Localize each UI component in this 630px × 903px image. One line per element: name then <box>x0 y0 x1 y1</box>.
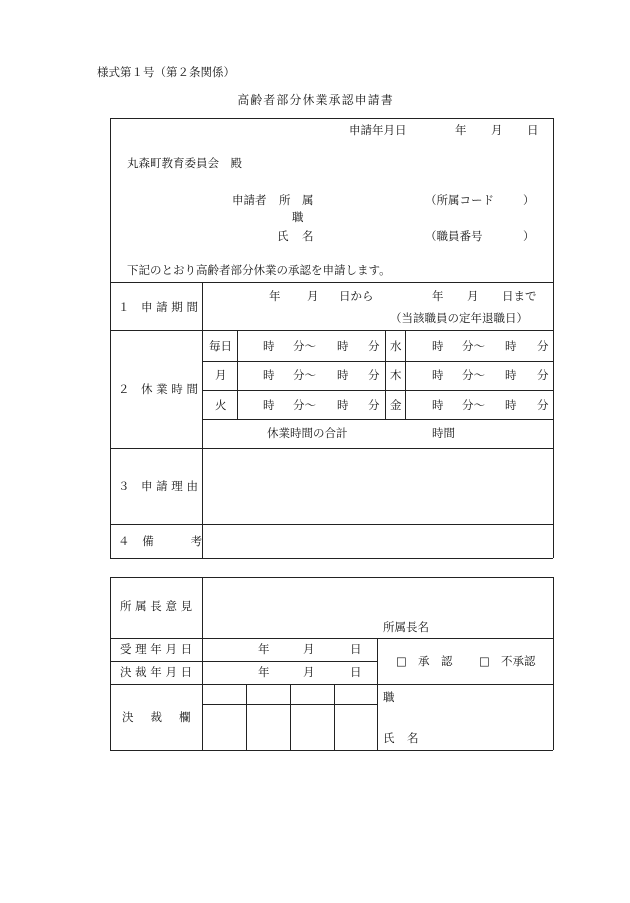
hours-from-minute-unit: 分〜 <box>462 368 485 382</box>
table-line <box>110 577 553 578</box>
supervisor-opinion-label: 所 属 長 意 見 <box>120 599 193 613</box>
application-date-day: 日 <box>527 123 539 137</box>
hours-total-label: 休業時間の合計 <box>267 426 348 440</box>
received-date-label: 受 理 年 月 日 <box>120 642 193 656</box>
hours-from-hour-unit: 時 <box>263 339 275 353</box>
hours-from-minute-unit: 分〜 <box>462 339 485 353</box>
hours-day-left: 火 <box>215 398 227 412</box>
hours-to-hour-unit: 時 <box>505 368 517 382</box>
period-until-year: 年 <box>432 289 444 303</box>
table-line <box>110 638 553 639</box>
decision-date-month: 月 <box>303 665 315 679</box>
reject-label: 不承認 <box>501 654 536 668</box>
hours-to-hour-unit: 時 <box>337 398 349 412</box>
hours-to-minute-unit: 分 <box>368 339 380 353</box>
table-line <box>553 577 554 750</box>
position-label: 職 <box>292 210 304 224</box>
approve-checkbox: □ <box>396 654 407 668</box>
hours-label: ２ 休 業 時 間 <box>118 382 198 396</box>
received-date-day: 日 <box>350 642 362 656</box>
hours-to-minute-unit: 分 <box>368 398 380 412</box>
hours-day-left: 毎日 <box>209 339 232 353</box>
hours-to-hour-unit: 時 <box>337 368 349 382</box>
period-from-month: 月 <box>307 289 319 303</box>
retirement-note: （当該職員の定年退職日） <box>390 311 528 325</box>
hours-from-hour-unit: 時 <box>432 368 444 382</box>
hours-from-minute-unit: 分〜 <box>462 398 485 412</box>
period-label: １ 申 請 期 間 <box>118 300 198 314</box>
application-statement: 下記のとおり高齢者部分休業の承認を申請します。 <box>127 263 391 277</box>
decision-date-day: 日 <box>350 665 362 679</box>
supervisor-name-label: 所属長名 <box>383 620 429 634</box>
hours-from-hour-unit: 時 <box>263 368 275 382</box>
decision-date-year: 年 <box>258 665 270 679</box>
hours-to-hour-unit: 時 <box>505 339 517 353</box>
approver-position-label: 職 <box>383 690 395 704</box>
table-line <box>110 577 111 750</box>
table-line <box>246 684 247 750</box>
hours-day-right: 木 <box>390 368 402 382</box>
table-line <box>110 750 553 751</box>
period-from-day: 日から <box>339 289 374 303</box>
hours-from-hour-unit: 時 <box>432 398 444 412</box>
hours-to-minute-unit: 分 <box>537 339 549 353</box>
application-date-month: 月 <box>491 123 503 137</box>
department-code-close: ） <box>523 193 535 207</box>
reason-label: ３ 申 請 理 由 <box>118 479 198 493</box>
department-code-label: （所属コード <box>425 193 494 207</box>
hours-to-minute-unit: 分 <box>537 398 549 412</box>
hours-from-minute-unit: 分〜 <box>293 368 316 382</box>
addressee: 丸森町教育委員会 殿 <box>127 156 242 170</box>
hours-total-unit: 時間 <box>432 426 455 440</box>
received-date-month: 月 <box>303 642 315 656</box>
hours-to-hour-unit: 時 <box>505 398 517 412</box>
hours-from-hour-unit: 時 <box>263 398 275 412</box>
hours-to-minute-unit: 分 <box>368 368 380 382</box>
decision-column-label: 決 裁 欄 <box>122 710 194 724</box>
table-line <box>110 661 377 662</box>
hours-from-hour-unit: 時 <box>432 339 444 353</box>
applicant-label: 申請者 <box>232 193 267 207</box>
form-title: 高 齢 者 部 分 休 業 承 認 申 請 書 <box>237 93 393 107</box>
hours-from-minute-unit: 分〜 <box>293 398 316 412</box>
hours-day-right: 水 <box>390 339 402 353</box>
approver-name-label: 氏 名 <box>383 731 419 745</box>
approve-label: 承 認 <box>418 654 453 668</box>
hours-from-minute-unit: 分〜 <box>293 339 316 353</box>
received-date-year: 年 <box>258 642 270 656</box>
period-until-month: 月 <box>467 289 479 303</box>
decision-date-label: 決 裁 年 月 日 <box>120 665 193 679</box>
hours-to-minute-unit: 分 <box>537 368 549 382</box>
table-line <box>202 577 203 750</box>
period-until-day: 日まで <box>502 289 537 303</box>
hours-day-right: 金 <box>390 398 402 412</box>
form-number: 様式第１号（第２条関係） <box>97 65 235 79</box>
employee-number-close: ） <box>523 229 535 243</box>
department-label: 所 属 <box>279 193 314 207</box>
application-date-label: 申請年月日 <box>349 123 407 137</box>
table-line <box>377 638 378 750</box>
period-from-year: 年 <box>269 289 281 303</box>
table-line <box>334 684 335 750</box>
application-date-year: 年 <box>455 123 467 137</box>
table-line <box>110 684 553 685</box>
employee-number-label: （職員番号 <box>425 229 483 243</box>
reject-checkbox: □ <box>479 654 490 668</box>
name-label: 氏 名 <box>277 229 315 243</box>
remarks-label: ４ 備 考 <box>118 534 203 548</box>
hours-to-hour-unit: 時 <box>337 339 349 353</box>
hours-day-left: 月 <box>215 368 227 382</box>
table-line <box>290 684 291 750</box>
